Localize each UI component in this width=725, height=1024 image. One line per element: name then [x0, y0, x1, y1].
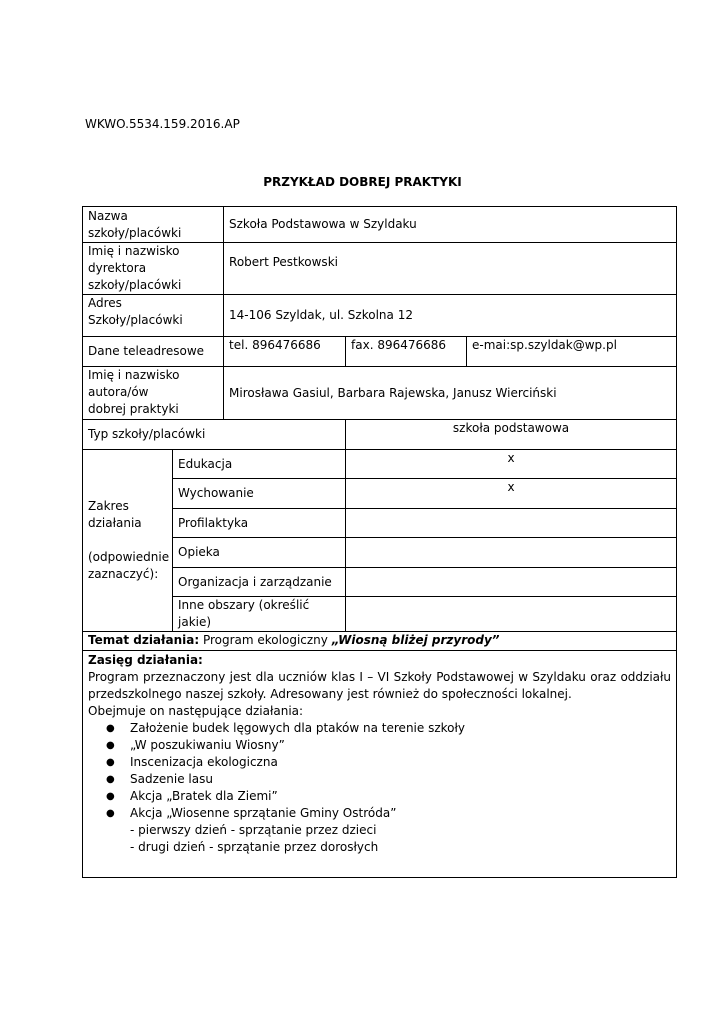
- action-text: „W poszukiwaniu Wiosny”: [130, 738, 285, 752]
- phone-value: tel. 896476686: [224, 337, 346, 367]
- list-item: [106, 737, 671, 754]
- contact-label: Dane teleadresowe: [83, 337, 224, 367]
- scope-row: [83, 450, 677, 479]
- scope-label-line: Zakres: [88, 499, 129, 513]
- topic-cell: [83, 632, 677, 651]
- fax-value: fax. 896476686: [346, 337, 467, 367]
- action-text: Założenie budek lęgowych dla ptaków na terenie szkoły: [130, 721, 466, 735]
- scope-row: [83, 509, 677, 538]
- school-name-label: Nazwa szkoły/placówki: [83, 207, 224, 243]
- address-label: [83, 295, 224, 337]
- scope-item-label: Edukacja: [173, 450, 346, 479]
- authors-row: [83, 367, 677, 420]
- document-reference: WKWO.5534.159.2016.AP: [85, 117, 240, 131]
- range-row: [83, 651, 677, 878]
- school-type-label: Typ szkoły/placówki: [83, 420, 346, 450]
- director-label-line: szkoły/placówki: [88, 278, 182, 292]
- address-label-line: Szkoły/placówki: [88, 313, 183, 327]
- scope-row: [83, 597, 677, 632]
- bullet-icon: ●: [106, 757, 115, 768]
- scope-label-line: (odpowiednie: [88, 550, 170, 564]
- director-row: [83, 243, 677, 295]
- bullet-icon: ●: [106, 774, 115, 785]
- scope-item-mark: [346, 509, 677, 538]
- school-type-value: szkoła podstawowa: [346, 420, 677, 450]
- bullet-icon: ●: [106, 808, 115, 819]
- director-label-line: dyrektora: [88, 261, 147, 275]
- scope-item-mark: [346, 538, 677, 568]
- range-heading: Zasięg działania:: [88, 653, 203, 667]
- scope-row: [83, 538, 677, 568]
- authors-label-line: Imię i nazwisko: [88, 368, 180, 382]
- topic-prefix: Program ekologiczny: [199, 633, 332, 647]
- sub-action-text: - drugi dzień - sprzątanie przez dorosłych: [130, 840, 379, 854]
- email-value: e-mai:sp.szyldak@wp.pl: [467, 337, 677, 367]
- scope-item-label: Profilaktyka: [173, 509, 346, 538]
- scope-label: [83, 450, 173, 632]
- scope-item-label: Opieka: [173, 538, 346, 568]
- range-text: Program przeznaczony jest dla uczniów klas I – VI Szkoły Podstawowej w Szyldaku oraz oddziału przedszkolnego naszej szkoły. Adresowany jest również do społeczności lokalnej.: [88, 670, 672, 701]
- action-text: Inscenizacja ekologiczna: [130, 755, 278, 769]
- list-item: [106, 771, 671, 788]
- scope-label-line: zaznaczyć):: [88, 567, 159, 581]
- director-label-line: Imię i nazwisko: [88, 244, 180, 258]
- address-row: [83, 295, 677, 337]
- scope-item-mark: [346, 597, 677, 632]
- list-item: [106, 754, 671, 771]
- list-item: [106, 805, 671, 822]
- action-text: Akcja „Bratek dla Ziemi”: [130, 789, 278, 803]
- director-value: Robert Pestkowski: [224, 243, 677, 295]
- topic-label: Temat działania:: [88, 633, 200, 647]
- actions-list: [88, 720, 671, 822]
- topic-row: [83, 632, 677, 651]
- scope-item-mark: x: [346, 450, 677, 479]
- range-cell: [83, 651, 677, 878]
- authors-value: Mirosława Gasiul, Barbara Rajewska, Janusz Wierciński: [224, 367, 677, 420]
- school-name-value: Szkoła Podstawowa w Szyldaku: [224, 207, 677, 243]
- scope-item-label: Inne obszary (określić jakie): [173, 597, 346, 632]
- topic-title: „Wiosną bliżej przyrody”: [331, 633, 500, 647]
- practice-form-table: [82, 206, 677, 878]
- authors-label: [83, 367, 224, 420]
- bullet-icon: ●: [106, 791, 115, 802]
- list-item: [106, 788, 671, 805]
- scope-row: [83, 479, 677, 509]
- document-title: PRZYKŁAD DOBREJ PRAKTYKI: [263, 175, 462, 189]
- scope-item-label: Wychowanie: [173, 479, 346, 509]
- sub-action-text: - pierwszy dzień - sprzątanie przez dzieci: [130, 823, 377, 837]
- scope-item-mark: x: [346, 479, 677, 509]
- sub-actions-list: [88, 822, 671, 856]
- address-value: 14-106 Szyldak, ul. Szkolna 12: [224, 295, 677, 337]
- authors-label-line: autora/ów: [88, 385, 149, 399]
- authors-label-line: dobrej praktyki: [88, 402, 179, 416]
- scope-label-line: działania: [88, 516, 142, 530]
- bullet-icon: ●: [106, 723, 115, 734]
- action-text: Akcja „Wiosenne sprzątanie Gminy Ostróda”: [130, 806, 397, 820]
- list-item: [106, 720, 671, 737]
- school-type-row: [83, 420, 677, 450]
- bullet-icon: ●: [106, 740, 115, 751]
- scope-item-mark: [346, 568, 677, 597]
- director-label: [83, 243, 224, 295]
- range-intro: Obejmuje on następujące działania:: [88, 704, 304, 718]
- action-text: Sadzenie lasu: [130, 772, 213, 786]
- scope-item-label: Organizacja i zarządzanie: [173, 568, 346, 597]
- address-label-line: Adres: [88, 296, 122, 310]
- scope-row: [83, 568, 677, 597]
- school-name-row: [83, 207, 677, 243]
- contact-row: [83, 337, 677, 367]
